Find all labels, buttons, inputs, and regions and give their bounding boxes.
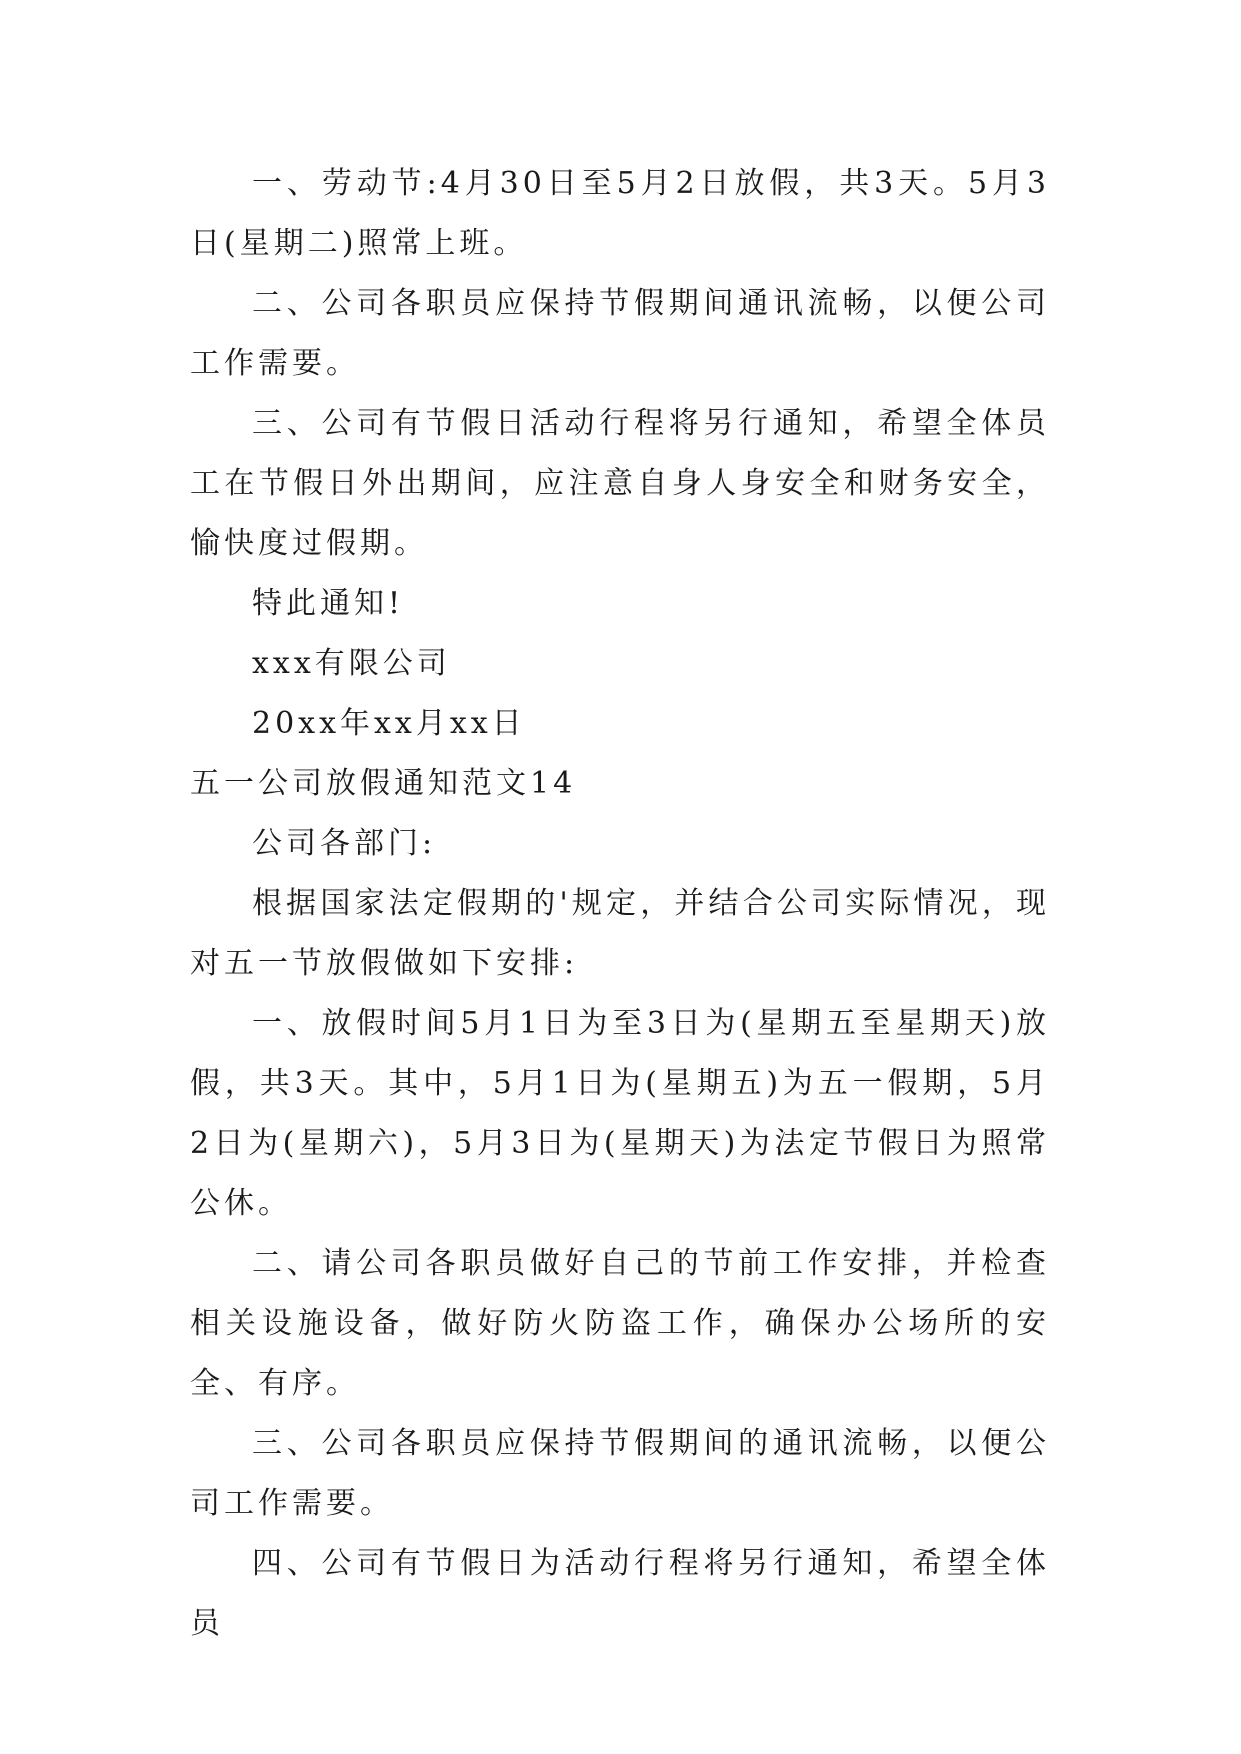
section-title: 五一公司放假通知范文14 xyxy=(190,766,577,801)
paragraph-salutation: 公司各部门: xyxy=(252,826,437,861)
signature-company: xxx有限公司 xyxy=(252,646,451,681)
document-body xyxy=(190,154,1050,1654)
paragraph-activities-safety: 三、公司有节假日活动行程将另行通知，希望全体员工在节假日外出期间，应注意自身人身安全和财务安全，愉快度过假期。 xyxy=(190,406,1050,561)
signature-date: 20xx年xx月xx日 xyxy=(252,706,526,741)
paragraph-activities: 四、公司有节假日为活动行程将另行通知，希望全体员 xyxy=(190,1546,1050,1641)
paragraph-holiday-time: 一、放假时间5月1日为至3日为(星期五至星期天)放假，共3天。其中，5月1日为(星期五)为五一假期，5月2日为(星期六)，5月3日为(星期天)为法定节假日为照常公休。 xyxy=(190,1006,1050,1221)
paragraph-labor-day-schedule: 一、劳动节:4月30日至5月2日放假，共3天。5月3日(星期二)照常上班。 xyxy=(190,166,1050,261)
paragraph-pre-holiday-work: 二、请公司各职员做好自己的节前工作安排，并检查相关设施设备，做好防火防盗工作，确保办公场所的安全、有序。 xyxy=(190,1246,1050,1401)
paragraph-notice-closing: 特此通知! xyxy=(252,586,405,621)
paragraph-intro: 根据国家法定假期的'规定，并结合公司实际情况，现对五一节放假做如下安排: xyxy=(190,886,1050,981)
paragraph-keep-communication: 二、公司各职员应保持节假期间通讯流畅，以便公司工作需要。 xyxy=(190,286,1050,381)
paragraph-communication: 三、公司各职员应保持节假期间的通讯流畅，以便公司工作需要。 xyxy=(190,1426,1050,1521)
